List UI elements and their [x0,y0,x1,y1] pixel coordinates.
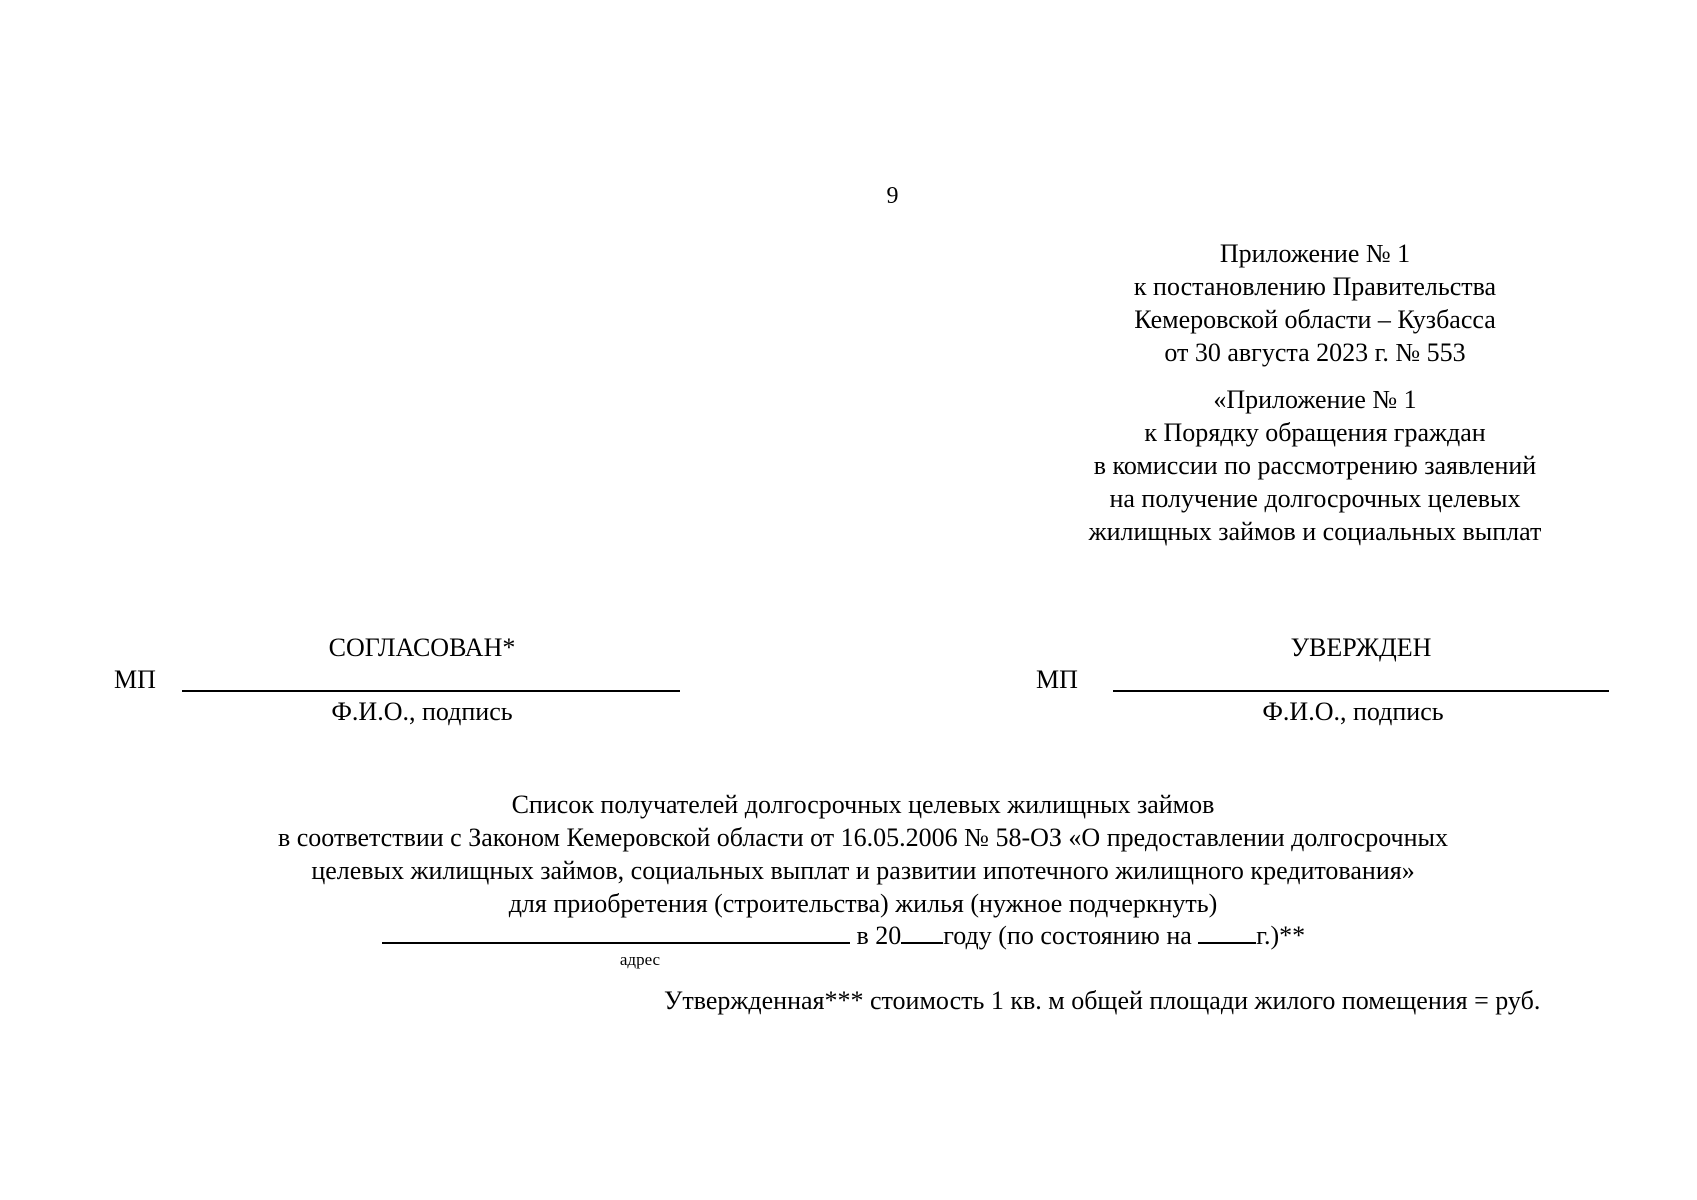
appendix-header [1065,237,1565,369]
approval-right-signature-line [1113,690,1609,692]
appendix-header-line: к постановлению Правительства [1133,272,1497,301]
address-year-line [382,920,1305,952]
approval-left-mp: МП [114,665,156,694]
appendix-sub-line: на получение долгосрочных целевых [1109,484,1521,513]
cost-per-square-meter-line: Утвержденная*** стоимость 1 кв. м общей площади жилого помещения = руб. [664,986,1541,1015]
approval-right-title: УВЕРЖДЕН [1290,633,1432,662]
appendix-header-line: Кемеровской области – Кузбасса [1134,305,1496,334]
appendix-header-line: от 30 августа 2023 г. № 553 [1164,338,1466,367]
page-number: 9 [886,183,899,209]
list-title [0,788,1697,920]
approval-left-signature-line [182,690,680,692]
appendix-sub-header [1065,383,1565,548]
list-title-line: целевых жилищных займов, социальных выплат и развитии ипотечного жилищного кредитования» [311,856,1415,885]
list-title-line: для приобретения (строительства) жилья (нужное подчеркнуть) [508,889,1218,918]
approval-right-caption: Ф.И.О., подпись [1262,697,1444,726]
appendix-sub-line: к Порядку обращения граждан [1144,418,1486,447]
approval-left-title: СОГЛАСОВАН* [328,633,516,662]
appendix-header-line: Приложение № 1 [1219,239,1411,268]
list-title-line: в соответствии с Законом Кемеровской области от 16.05.2006 № 58-ОЗ «О предоставлении долгосрочных [277,823,1448,852]
appendix-sub-line: в комиссии по рассмотрению заявлений [1093,451,1537,480]
appendix-sub-line: жилищных займов и социальных выплат [1088,517,1542,546]
address-caption: адрес [619,950,661,969]
year-prefix: в 20 [856,921,902,950]
year-suffix: г.)** [1256,921,1306,950]
approval-right-mp: МП [1036,665,1078,694]
address-blank [382,942,850,944]
list-title-line: Список получателей долгосрочных целевых жилищных займов [511,790,1215,819]
appendix-sub-line: «Приложение № 1 [1213,385,1417,414]
year-blank [901,942,943,944]
as-of-text: году (по состоянию на [943,921,1192,950]
approval-left-caption: Ф.И.О., подпись [331,697,513,726]
date-blank [1198,942,1256,944]
